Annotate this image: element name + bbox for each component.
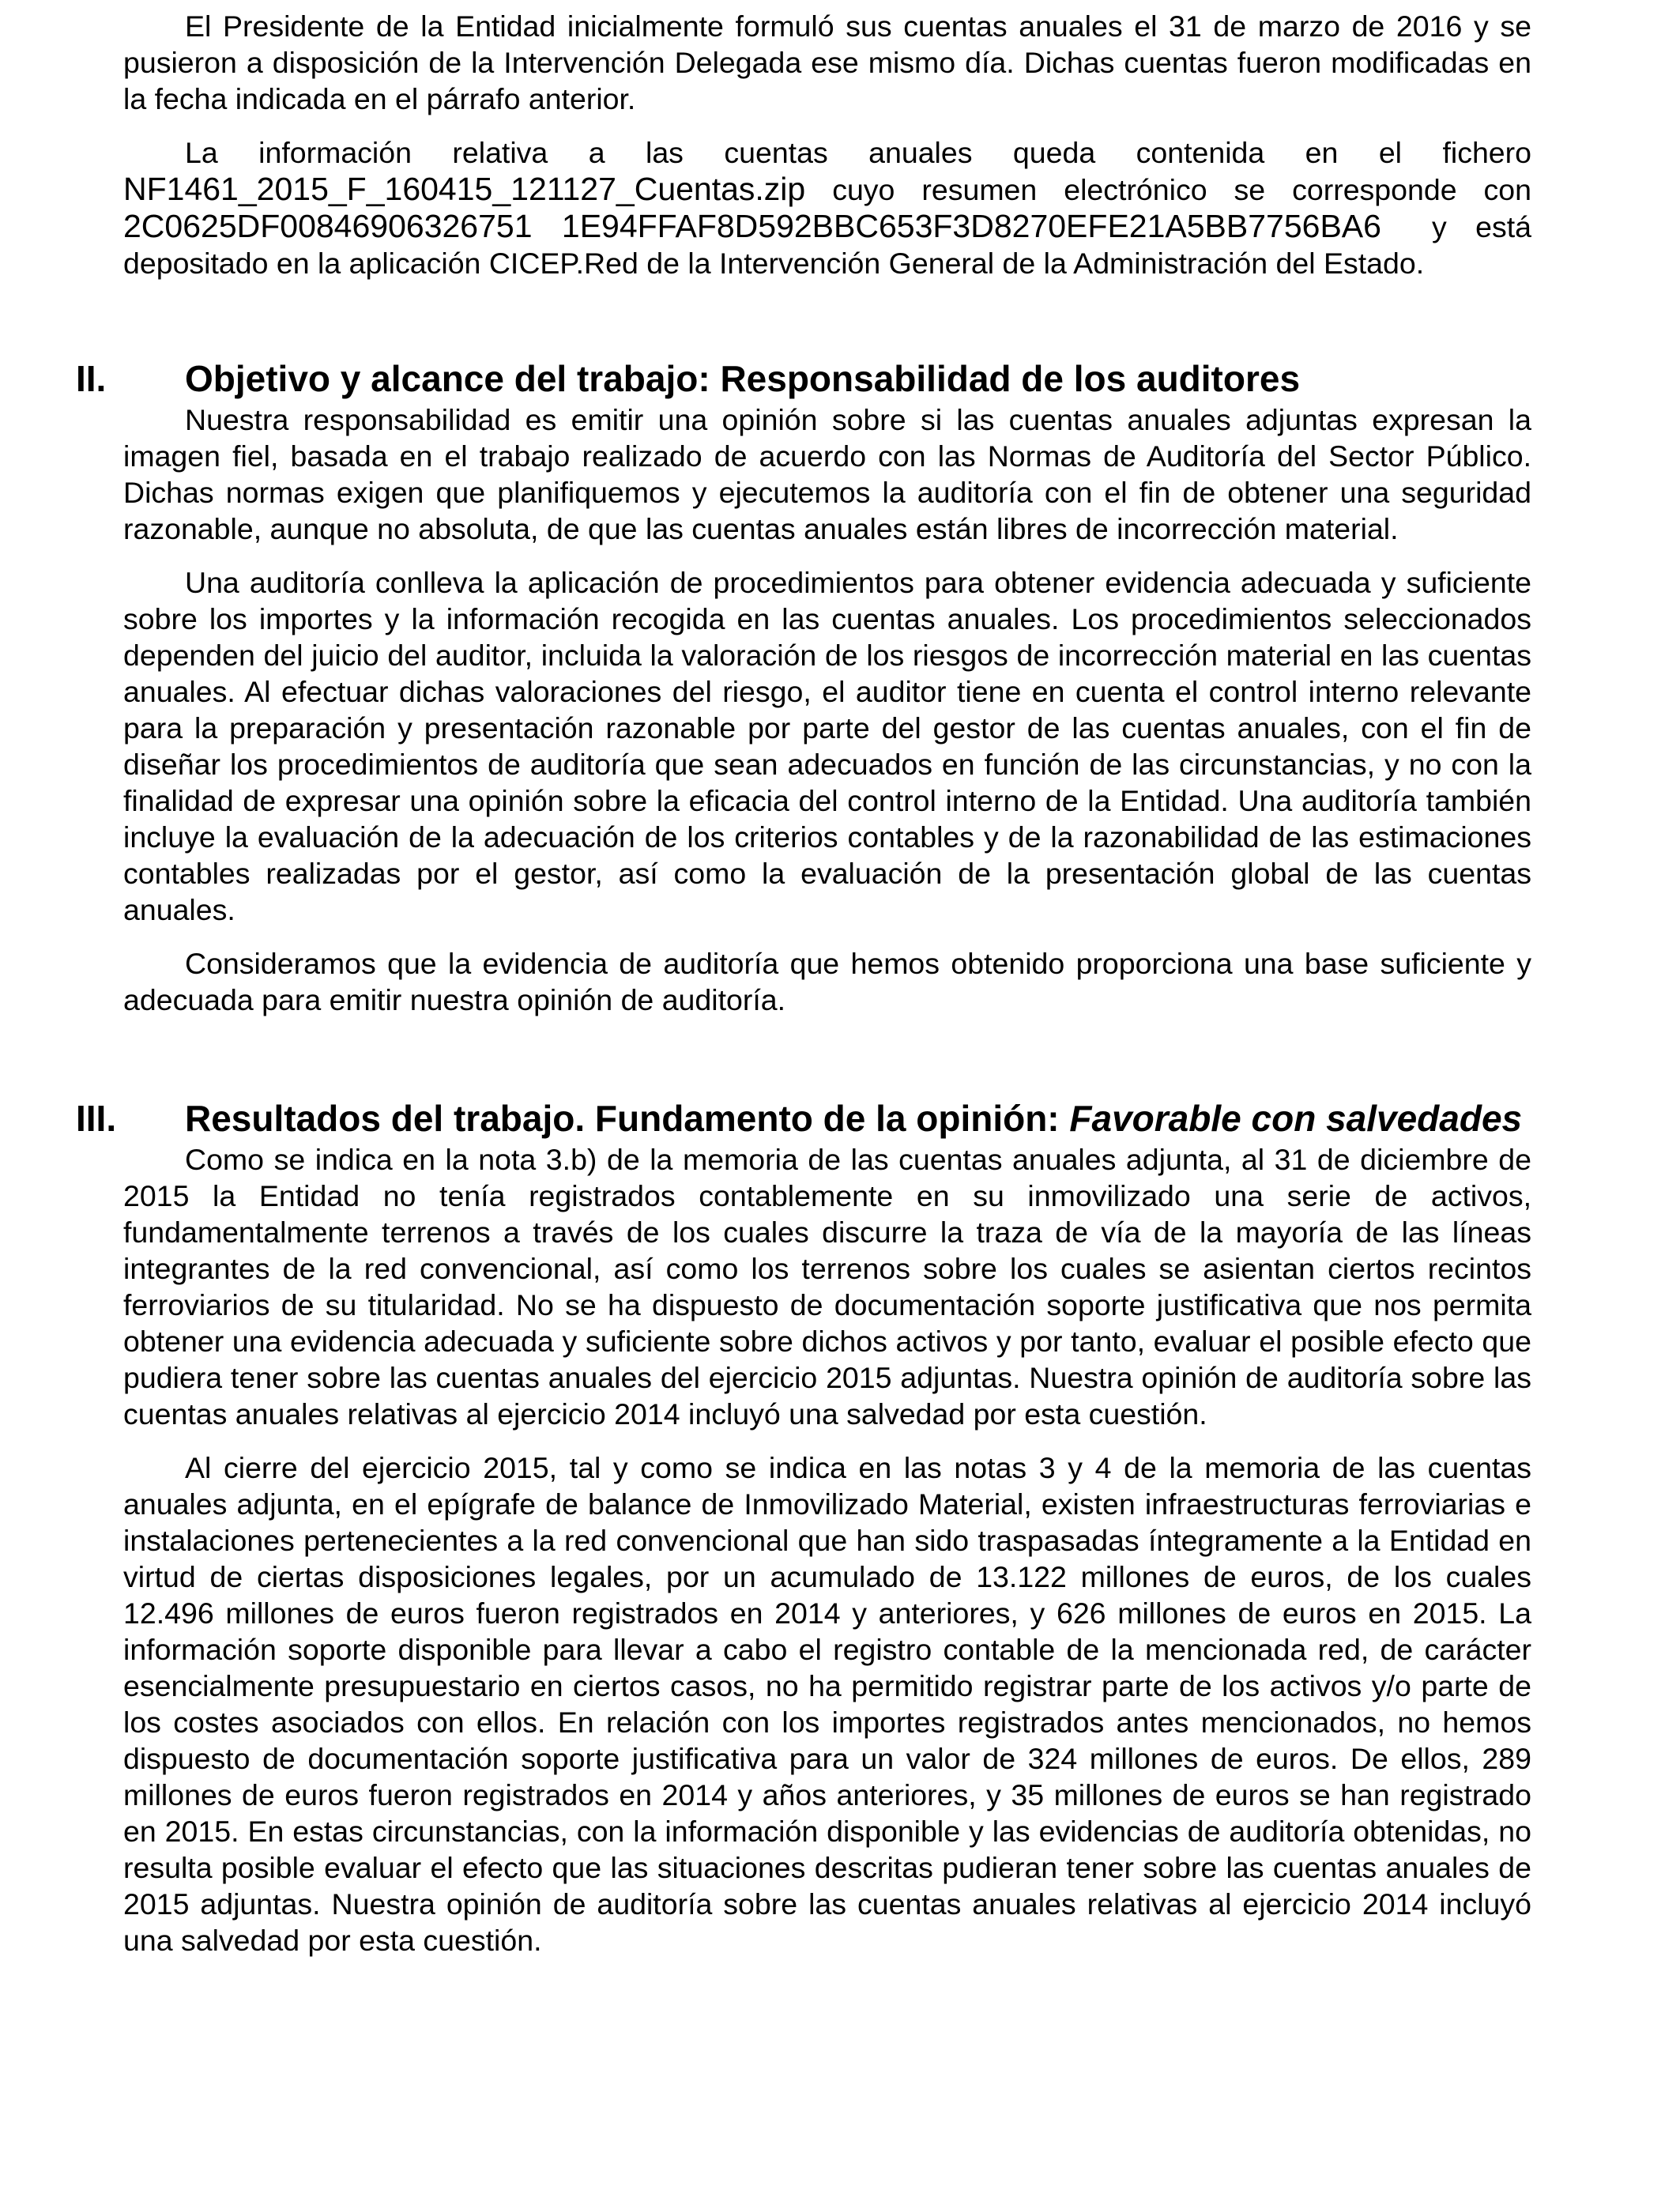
section-body <box>123 1141 1531 1958</box>
section-objetivo-alcance <box>76 356 1531 1018</box>
section-number: II. <box>76 358 107 399</box>
intro-p2-tail: está depositado en la aplicación CICEP.Red de la Intervención General de la Administración del Estado. <box>123 210 1532 280</box>
section-body <box>123 401 1531 1018</box>
intro-p2-conj: y <box>1431 210 1447 243</box>
intro-p2-mid: cuyo resumen electrónico se corresponde con <box>832 173 1531 206</box>
body-paragraph: Como se indica en la nota 3.b) de la memoria de las cuentas anuales adjunta, al 31 de diciembre de 2015 la Entidad no tenía registrados contablemente en su inmovilizado una serie de activos, fundamentalmente terrenos a través de los cuales discurre la traza de vía de la mayoría de las líneas integrantes de la red convencional, así como los terrenos sobre los cuales se asientan ciertos recintos ferroviarios de su titularidad. No se ha dispuesto de documentación soporte justificativa que nos permita obtener una evidencia adecuada y suficiente sobre dichos activos y por tanto, evaluar el posible efecto que pudiera tener sobre las cuentas anuales del ejercicio 2015 adjuntas. Nuestra opinión de auditoría sobre las cuentas anuales relativas al ejercicio 2014 incluyó una salvedad por esta cuestión. <box>123 1143 1531 1431</box>
body-paragraph: Al cierre del ejercicio 2015, tal y como se indica en las notas 3 y 4 de la memoria de las cuentas anuales adjunta, en el epígrafe de balance de Inmovilizado Material, existen infraestructuras ferroviarias e instalaciones pertenecientes a la red convencional que han sido traspasadas íntegramente a la Entidad en virtud de ciertas disposiciones legales, por un acumulado de 13.122 millones de euros, de los cuales 12.496 millones de euros fueron registrados en 2014 y anteriores, y 626 millones de euros en 2015. La información soporte disponible para llevar a cabo el registro contable de la mencionada red, de carácter esencialmente presupuestario en ciertos casos, no ha permitido registrar parte de los activos y/o parte de los costes asociados con ellos. En relación con los importes registrados antes mencionados, no hemos dispuesto de documentación soporte justificativa para un valor de 324 millones de euros. De ellos, 289 millones de euros fueron registrados en 2014 y años anteriores, y 35 millones de euros se han registrado en 2015. En estas circunstancias, con la información disponible y las evidencias de auditoría obtenidas, no resulta posible evaluar el efecto que las situaciones descritas pudieran tener sobre las cuentas anuales de 2015 adjuntas. Nuestra opinión de auditoría sobre las cuentas anuales relativas al ejercicio 2014 incluyó una salvedad por esta cuestión. <box>123 1451 1531 1957</box>
intro-paragraph-1: El Presidente de la Entidad inicialmente formuló sus cuentas anuales el 31 de marzo de 2016 y se pusieron a disposición de la Intervención Delegada ese mismo día. Dichas cuentas fueron modificadas en la fecha indicada en el párrafo anterior. <box>123 9 1531 115</box>
body-paragraph: Consideramos que la evidencia de auditoría que hemos obtenido proporciona una base suficiente y adecuada para emitir nuestra opinión de auditoría. <box>123 947 1531 1016</box>
document-page <box>76 8 1532 1958</box>
cuentas-filename: NF1461_2015_F_160415_121127_Cuentas.zip <box>123 171 806 207</box>
section-heading-plain: Resultados del trabajo. Fundamento de la opinión: <box>185 1098 1070 1139</box>
electronic-hash: 2C0625DF00846906326751 1E94FFAF8D592BBC653F3D8270EFE21A5BB7756BA6 <box>123 208 1381 244</box>
section-number: III. <box>76 1098 117 1139</box>
section-resultados <box>76 1095 1531 1958</box>
intro-paragraph-2 <box>123 134 1531 281</box>
section-heading <box>185 1095 1531 1141</box>
section-heading-italic: Favorable con salvedades <box>1069 1098 1523 1139</box>
intro-p2-lead: La información relativa a las cuentas anuales queda contenida en el fichero <box>185 136 1531 169</box>
section-heading: Objetivo y alcance del trabajo: Responsabilidad de los auditores <box>185 358 1301 399</box>
body-paragraph: Nuestra responsabilidad es emitir una opinión sobre si las cuentas anuales adjuntas expresan la imagen fiel, basada en el trabajo realizado de acuerdo con las Normas de Auditoría del Sector Público. Dichas normas exigen que planifiquemos y ejecutemos la auditoría con el fin de obtener una seguridad razonable, aunque no absoluta, de que las cuentas anuales están libres de incorrección material. <box>123 403 1531 545</box>
body-paragraph: Una auditoría conlleva la aplicación de procedimientos para obtener evidencia adecuada y suficiente sobre los importes y la información recogida en las cuentas anuales. Los procedimientos seleccionados dependen del juicio del auditor, incluida la valoración de los riesgos de incorrección material en las cuentas anuales. Al efectuar dichas valoraciones del riesgo, el auditor tiene en cuenta el control interno relevante para la preparación y presentación razonable por parte del gestor de las cuentas anuales, con el fin de diseñar los procedimientos de auditoría que sean adecuados en función de las circunstancias, y no con la finalidad de expresar una opinión sobre la eficacia del control interno de la Entidad. Una auditoría también incluye la evaluación de la adecuación de los criterios contables y de la razonabilidad de las estimaciones contables realizadas por el gestor, así como la evaluación de la presentación global de las cuentas anuales. <box>123 566 1531 926</box>
